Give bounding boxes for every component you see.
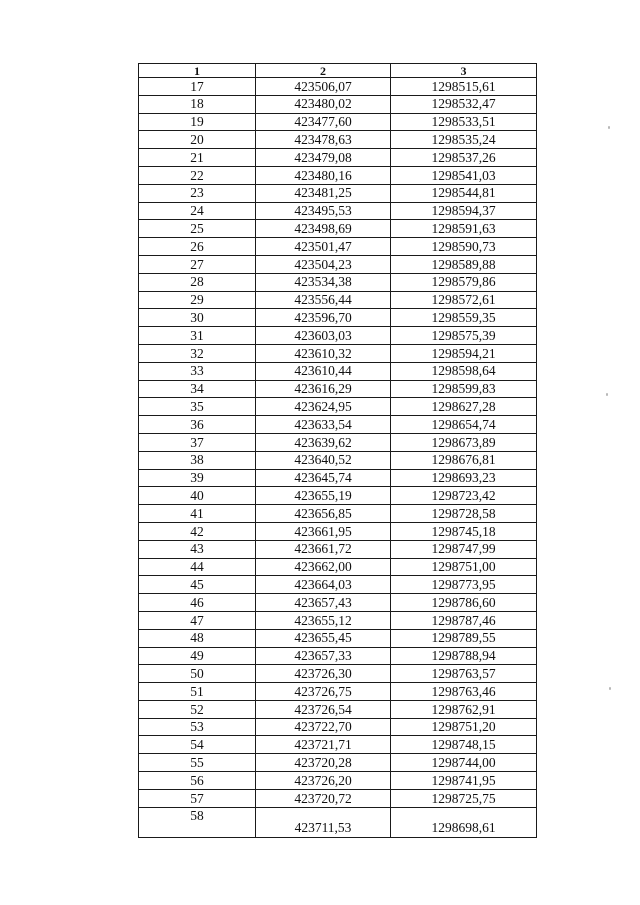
cell-y-coordinate: 1298594,37 [391,202,537,220]
table-row [139,309,537,327]
table-row [139,558,537,576]
cell-x-coordinate: 423495,53 [256,202,391,220]
cell-point-number: 23 [139,184,256,202]
cell-x-coordinate: 423596,70 [256,309,391,327]
cell-point-number: 31 [139,327,256,345]
cell-y-coordinate: 1298676,81 [391,451,537,469]
cell-x-coordinate: 423506,07 [256,78,391,96]
table-row [139,78,537,96]
table-row [139,487,537,505]
cell-point-number: 46 [139,594,256,612]
table-row [139,202,537,220]
cell-point-number: 58 [139,807,256,837]
cell-point-number: 17 [139,78,256,96]
cell-y-coordinate: 1298751,00 [391,558,537,576]
table-row [139,594,537,612]
cell-x-coordinate: 423616,29 [256,380,391,398]
table-row [139,291,537,309]
cell-x-coordinate: 423655,19 [256,487,391,505]
cell-y-coordinate: 1298535,24 [391,131,537,149]
cell-y-coordinate: 1298572,61 [391,291,537,309]
table-row [139,789,537,807]
cell-x-coordinate: 423480,02 [256,95,391,113]
cell-y-coordinate: 1298599,83 [391,380,537,398]
table-row [139,629,537,647]
cell-y-coordinate: 1298673,89 [391,433,537,451]
cell-y-coordinate: 1298762,91 [391,700,537,718]
cell-x-coordinate: 423726,30 [256,665,391,683]
cell-x-coordinate: 423720,28 [256,754,391,772]
cell-y-coordinate: 1298788,94 [391,647,537,665]
column-header-1: 1 [139,64,256,78]
table-row [139,718,537,736]
cell-point-number: 32 [139,344,256,362]
cell-point-number: 22 [139,166,256,184]
cell-point-number: 35 [139,398,256,416]
cell-y-coordinate: 1298579,86 [391,273,537,291]
cell-x-coordinate: 423504,23 [256,255,391,273]
cell-x-coordinate: 423657,43 [256,594,391,612]
cell-x-coordinate: 423720,72 [256,789,391,807]
cell-x-coordinate: 423726,20 [256,772,391,790]
table-row [139,95,537,113]
cell-y-coordinate: 1298589,88 [391,255,537,273]
cell-point-number: 52 [139,700,256,718]
table-row [139,131,537,149]
cell-y-coordinate: 1298789,55 [391,629,537,647]
cell-x-coordinate: 423479,08 [256,149,391,167]
table-row [139,149,537,167]
cell-x-coordinate: 423711,53 [256,807,391,837]
cell-y-coordinate: 1298748,15 [391,736,537,754]
table-row [139,522,537,540]
cell-point-number: 53 [139,718,256,736]
cell-y-coordinate: 1298575,39 [391,327,537,345]
cell-point-number: 30 [139,309,256,327]
cell-y-coordinate: 1298741,95 [391,772,537,790]
cell-y-coordinate: 1298751,20 [391,718,537,736]
cell-y-coordinate: 1298747,99 [391,540,537,558]
coordinates-table [138,63,537,838]
cell-point-number: 43 [139,540,256,558]
cell-y-coordinate: 1298654,74 [391,416,537,434]
cell-x-coordinate: 423478,63 [256,131,391,149]
cell-x-coordinate: 423481,25 [256,184,391,202]
cell-x-coordinate: 423661,72 [256,540,391,558]
cell-point-number: 24 [139,202,256,220]
cell-point-number: 49 [139,647,256,665]
cell-y-coordinate: 1298763,46 [391,683,537,701]
cell-x-coordinate: 423661,95 [256,522,391,540]
cell-x-coordinate: 423477,60 [256,113,391,131]
table-row [139,772,537,790]
table-row [139,416,537,434]
cell-point-number: 48 [139,629,256,647]
cell-y-coordinate: 1298787,46 [391,611,537,629]
cell-point-number: 25 [139,220,256,238]
cell-point-number: 18 [139,95,256,113]
cell-point-number: 33 [139,362,256,380]
cell-point-number: 36 [139,416,256,434]
cell-x-coordinate: 423498,69 [256,220,391,238]
cell-y-coordinate: 1298627,28 [391,398,537,416]
cell-x-coordinate: 423655,45 [256,629,391,647]
cell-point-number: 41 [139,505,256,523]
table-row [139,362,537,380]
cell-x-coordinate: 423610,32 [256,344,391,362]
cell-y-coordinate: 1298745,18 [391,522,537,540]
table-row [139,540,537,558]
table-row [139,398,537,416]
cell-y-coordinate: 1298744,00 [391,754,537,772]
column-header-3: 3 [391,64,537,78]
cell-y-coordinate: 1298728,58 [391,505,537,523]
cell-x-coordinate: 423480,16 [256,166,391,184]
cell-x-coordinate: 423656,85 [256,505,391,523]
cell-point-number: 40 [139,487,256,505]
table-row [139,433,537,451]
cell-x-coordinate: 423657,33 [256,647,391,665]
cell-x-coordinate: 423603,03 [256,327,391,345]
cell-point-number: 42 [139,522,256,540]
cell-x-coordinate: 423721,71 [256,736,391,754]
cell-y-coordinate: 1298515,61 [391,78,537,96]
table-row [139,451,537,469]
cell-x-coordinate: 423624,95 [256,398,391,416]
cell-point-number: 27 [139,255,256,273]
table-row [139,700,537,718]
table-row [139,255,537,273]
cell-x-coordinate: 423556,44 [256,291,391,309]
cell-y-coordinate: 1298533,51 [391,113,537,131]
column-header-2: 2 [256,64,391,78]
cell-x-coordinate: 423662,00 [256,558,391,576]
cell-point-number: 39 [139,469,256,487]
cell-point-number: 51 [139,683,256,701]
table-row [139,113,537,131]
cell-y-coordinate: 1298541,03 [391,166,537,184]
table-row [139,220,537,238]
cell-point-number: 55 [139,754,256,772]
table-row [139,380,537,398]
cell-y-coordinate: 1298725,75 [391,789,537,807]
cell-x-coordinate: 423726,75 [256,683,391,701]
table-body [139,78,537,838]
table-row [139,807,537,837]
cell-y-coordinate: 1298763,57 [391,665,537,683]
cell-point-number: 28 [139,273,256,291]
cell-x-coordinate: 423664,03 [256,576,391,594]
cell-x-coordinate: 423645,74 [256,469,391,487]
table-row [139,683,537,701]
table-row [139,327,537,345]
cell-x-coordinate: 423640,52 [256,451,391,469]
cell-x-coordinate: 423501,47 [256,238,391,256]
cell-x-coordinate: 423722,70 [256,718,391,736]
cell-y-coordinate: 1298598,64 [391,362,537,380]
scan-speck [606,393,608,396]
table-row [139,166,537,184]
table-row [139,238,537,256]
cell-y-coordinate: 1298693,23 [391,469,537,487]
cell-x-coordinate: 423633,54 [256,416,391,434]
cell-y-coordinate: 1298698,61 [391,807,537,837]
cell-x-coordinate: 423726,54 [256,700,391,718]
cell-point-number: 44 [139,558,256,576]
table-row [139,273,537,291]
cell-y-coordinate: 1298532,47 [391,95,537,113]
scan-speck [609,687,611,690]
cell-point-number: 45 [139,576,256,594]
table-row [139,754,537,772]
table-row [139,344,537,362]
table-row [139,647,537,665]
cell-point-number: 34 [139,380,256,398]
cell-point-number: 47 [139,611,256,629]
cell-point-number: 38 [139,451,256,469]
cell-y-coordinate: 1298591,63 [391,220,537,238]
cell-y-coordinate: 1298594,21 [391,344,537,362]
cell-x-coordinate: 423639,62 [256,433,391,451]
table-row [139,576,537,594]
cell-point-number: 57 [139,789,256,807]
cell-y-coordinate: 1298773,95 [391,576,537,594]
cell-y-coordinate: 1298590,73 [391,238,537,256]
cell-point-number: 54 [139,736,256,754]
cell-point-number: 20 [139,131,256,149]
cell-x-coordinate: 423534,38 [256,273,391,291]
table-header-row [139,64,537,78]
table-row [139,469,537,487]
cell-y-coordinate: 1298786,60 [391,594,537,612]
table-row [139,665,537,683]
cell-point-number: 26 [139,238,256,256]
cell-point-number: 19 [139,113,256,131]
cell-point-number: 56 [139,772,256,790]
table-row [139,611,537,629]
cell-point-number: 21 [139,149,256,167]
cell-point-number: 50 [139,665,256,683]
cell-y-coordinate: 1298537,26 [391,149,537,167]
scan-speck [608,126,610,129]
cell-y-coordinate: 1298559,35 [391,309,537,327]
table-row [139,736,537,754]
cell-y-coordinate: 1298544,81 [391,184,537,202]
table-row [139,505,537,523]
cell-y-coordinate: 1298723,42 [391,487,537,505]
cell-x-coordinate: 423655,12 [256,611,391,629]
table-row [139,184,537,202]
cell-point-number: 37 [139,433,256,451]
cell-x-coordinate: 423610,44 [256,362,391,380]
cell-point-number: 29 [139,291,256,309]
